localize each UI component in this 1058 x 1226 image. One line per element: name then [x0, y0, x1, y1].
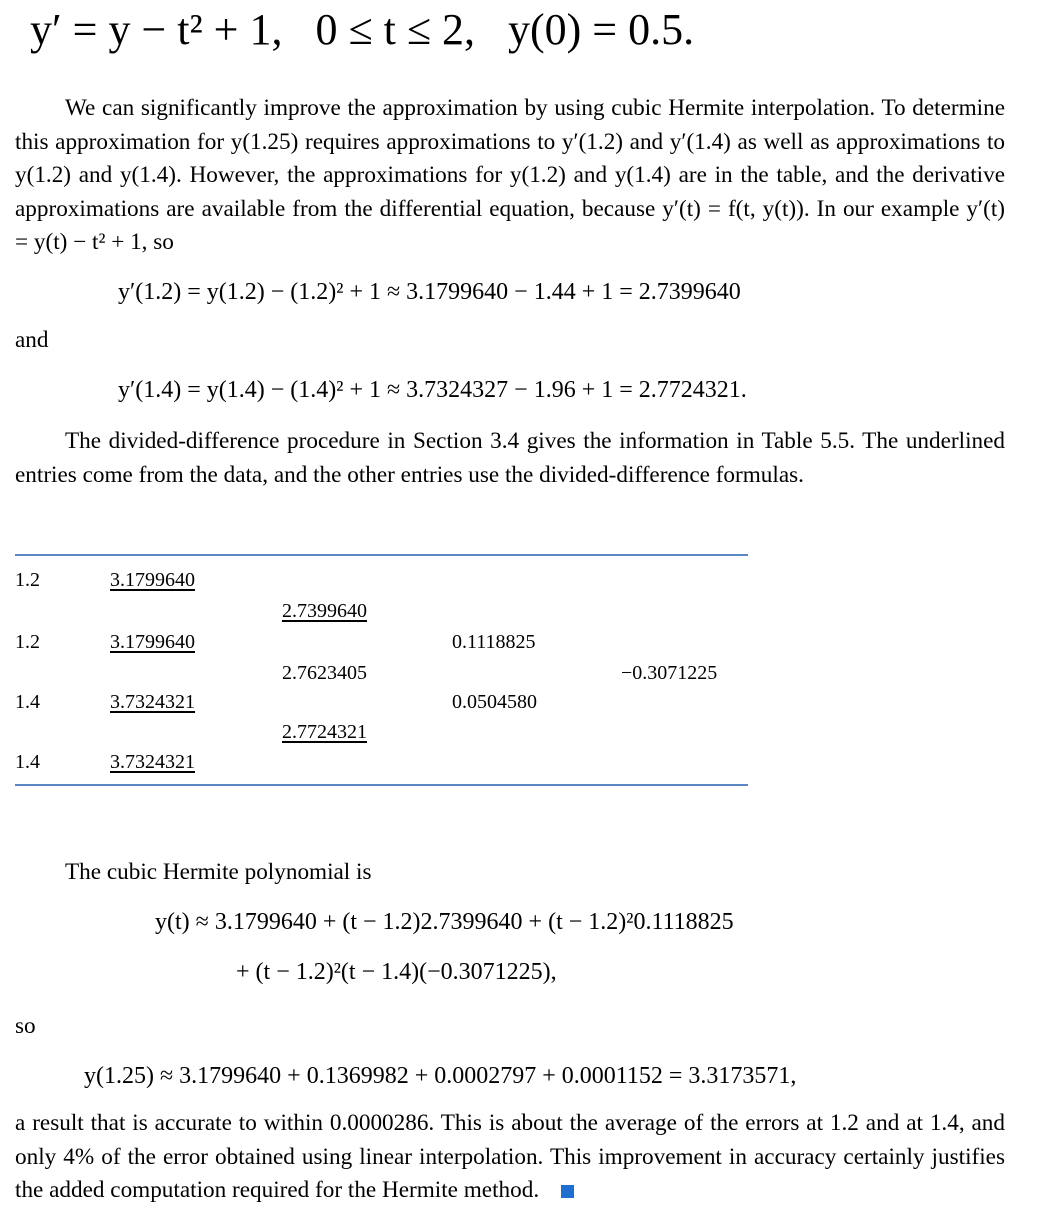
- table-cell: 2.7623405: [282, 662, 367, 684]
- so-label: so: [15, 1013, 36, 1039]
- table-cell: 1.4: [15, 691, 40, 713]
- equation-y-prime-1-4: y′(1.4) = y(1.4) − (1.4)² + 1 ≈ 3.7324327 − 1.96 + 1 = 2.7724321.: [118, 377, 747, 403]
- table-cell: 1.2: [15, 631, 40, 653]
- equation-y-1-25: y(1.25) ≈ 3.1799640 + 0.1369982 + 0.0002797 + 0.0001152 = 3.3173571,: [84, 1063, 797, 1089]
- table-cell-underlined: 3.7324321: [110, 751, 195, 773]
- end-of-proof-icon: [561, 1185, 574, 1198]
- table-cell: 0.0504580: [452, 691, 537, 713]
- top-equation: y′ = y − t² + 1, 0 ≤ t ≤ 2, y(0) = 0.5.: [30, 5, 695, 54]
- paragraph-1: We can significantly improve the approximation by using cubic Hermite interpolation. To determine this approximation for y(1.25) requires approximations to y′(1.2) and y′(1.4) as well as approximations to y(1.2) and y(1.4). However, the approximations for y(1.2) and y(1.4) are in the table, and the derivative approximations are available from the differential equation, because y′(t) = f(t, y(t)). In our example y′(t) = y(t) − t² + 1, so: [15, 95, 1005, 255]
- table-top-rule: [15, 554, 748, 556]
- table-cell-underlined: 2.7724321: [282, 721, 367, 743]
- table-cell-underlined: 2.7399640: [282, 600, 367, 622]
- hermite-polynomial-line-1: y(t) ≈ 3.1799640 + (t − 1.2)2.7399640 + (t − 1.2)²0.1118825: [155, 909, 734, 935]
- and-label: and: [15, 327, 49, 353]
- table-cell-underlined: 3.1799640: [110, 569, 195, 591]
- paragraph-4-text: a result that is accurate to within 0.0000286. This is about the average of the errors at 1.2 and at 1.4, and only 4% of the error obtained using linear interpolation. This improvement in accuracy certainly justifies the added computation required for the Hermite method.: [15, 1110, 1005, 1203]
- paragraph-3: The cubic Hermite polynomial is: [65, 859, 372, 885]
- paragraph-2: The divided-difference procedure in Section 3.4 gives the information in Table 5.5. The underlined entries come from the data, and the other entries use the divided-difference formulas.: [15, 428, 1005, 488]
- paragraph-4: [15, 1107, 1005, 1208]
- table-cell: 1.2: [15, 569, 40, 591]
- table-cell-underlined: 3.7324321: [110, 691, 195, 713]
- table-cell-underlined: 3.1799640: [110, 631, 195, 653]
- table-cell: 0.1118825: [452, 631, 536, 653]
- equation-y-prime-1-2: y′(1.2) = y(1.2) − (1.2)² + 1 ≈ 3.1799640 − 1.44 + 1 = 2.7399640: [118, 279, 741, 305]
- hermite-polynomial-line-2: + (t − 1.2)²(t − 1.4)(−0.3071225),: [236, 959, 557, 985]
- table-bottom-rule: [15, 784, 748, 786]
- table-cell: −0.3071225: [621, 662, 718, 684]
- table-cell: 1.4: [15, 751, 40, 773]
